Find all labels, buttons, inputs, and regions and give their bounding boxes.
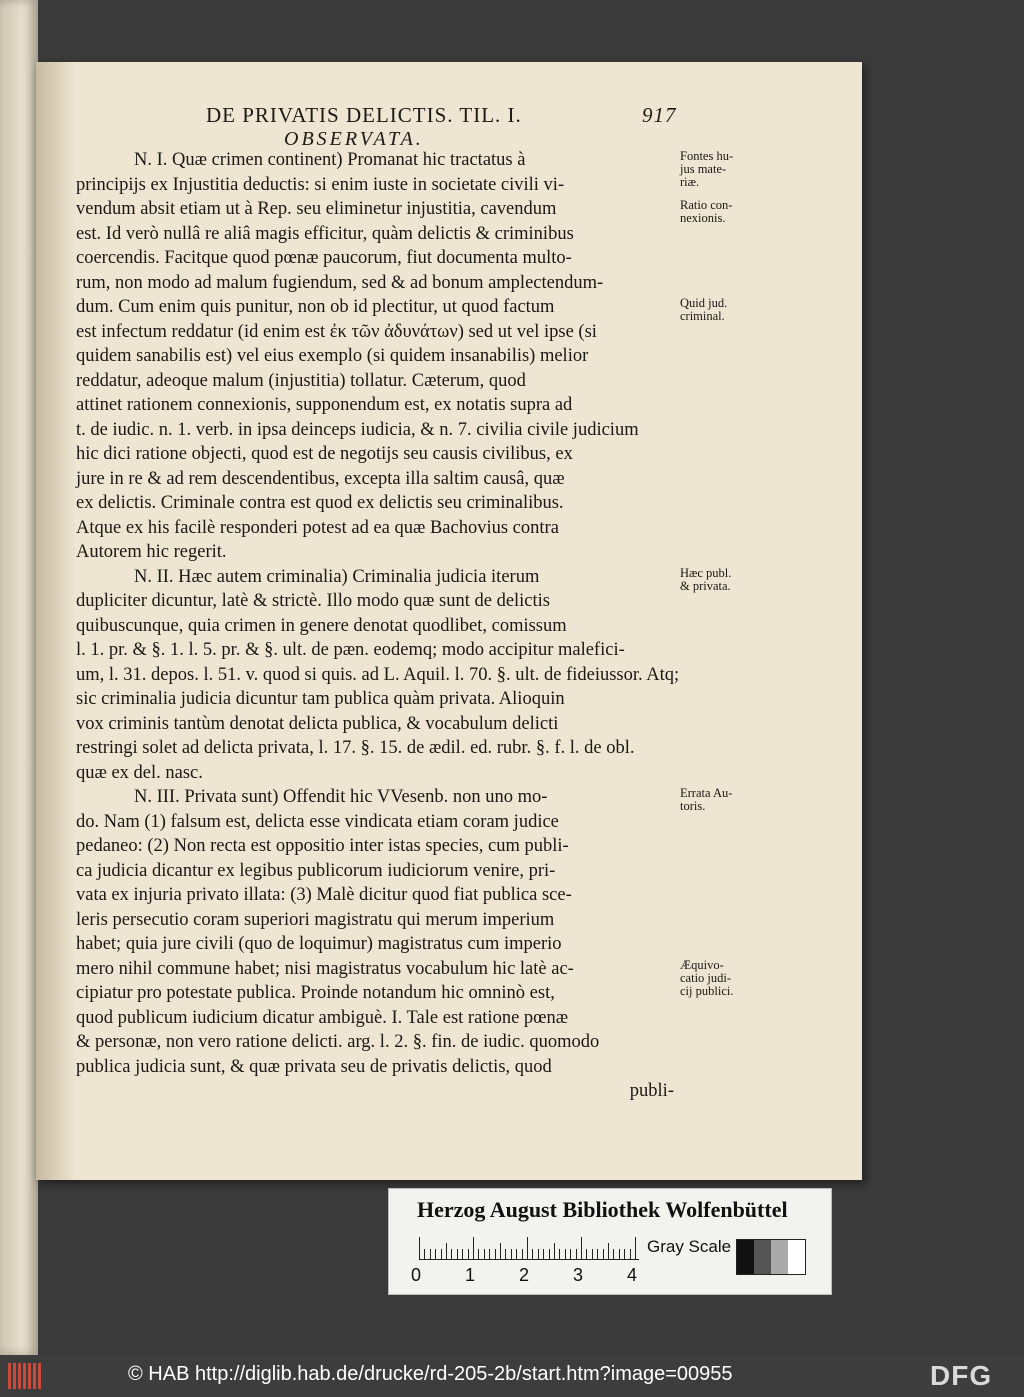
library-title: Herzog August Bibliothek Wolfenbüttel [417, 1197, 788, 1222]
ruler-tick [570, 1249, 571, 1259]
margin-note: Errata Au- toris. [680, 786, 733, 813]
text-line: restringi solet ad delicta privata, l. 17. §. 15. de ædil. ed. rubr. §. f. l. de obl. [76, 738, 635, 758]
section-subhead: OBSERVATA. [284, 128, 424, 150]
text-line: quod publicum iudicium dicatur ambiguè. I. Tale est ratione pœnæ [76, 1007, 569, 1028]
text-line: quibuscunque, quia crimen in genere denotat quodlibet, comissum [76, 615, 567, 636]
ruler-tick [500, 1243, 501, 1259]
text-line: & personæ, non vero ratione delicti. arg. l. 2. §. fin. de iudic. quomodo [76, 1032, 600, 1052]
ruler-tick [468, 1249, 469, 1259]
text-line: mero nihil commune habet; nisi magistratus vocabulum hic latè ac- [76, 958, 574, 979]
ruler-tick [527, 1237, 528, 1259]
text-line: Autorem hic regerit. [76, 542, 227, 562]
text-line: habet; quia jure civili (quo de loquimur) magistratus cum imperio [76, 934, 562, 954]
ruler-number: 1 [465, 1265, 476, 1285]
ruler-tick [451, 1249, 452, 1259]
ruler-tick [419, 1237, 420, 1259]
text-line: dum. Cum enim quis punitur, non ob id plectitur, ut quod factum [76, 297, 555, 317]
grayscale-swatch [788, 1240, 805, 1274]
text-line: publica judicia sunt, & quæ privata seu de privatis delictis, quod [76, 1056, 552, 1077]
ruler-tick [543, 1249, 544, 1259]
ruler-tick [424, 1249, 425, 1259]
page-gutter-shadow [36, 62, 76, 1180]
ruler-tick [441, 1249, 442, 1259]
ruler-number: 4 [627, 1265, 638, 1285]
footer-bar [0, 1355, 1024, 1397]
text-line: principijs ex Injustitia deductis: si enim iuste in societate civili vi- [76, 174, 565, 195]
text-line: vendum absit etiam ut à Rep. seu eliminetur injustitia, cavendum [76, 199, 557, 219]
text-line: vox criminis tantùm denotat delicta publica, & vocabulum delicti [76, 713, 559, 734]
text-line: ca judicia dicantur ex legibus publicorum iudiciorum venire, pri- [76, 860, 556, 881]
ruler-tick [619, 1249, 620, 1259]
text-line: N. I. Quæ crimen continent) Promanat hic tractatus à [134, 150, 526, 170]
grayscale-swatch [737, 1240, 754, 1274]
body-text [76, 148, 680, 1104]
ruler-tick [505, 1249, 506, 1259]
ruler-number: 3 [573, 1265, 584, 1285]
text-line: vata ex injuria privato illata: (3) Malè dicitur quod fiat publica sce- [76, 885, 572, 905]
ruler-tick [576, 1249, 577, 1259]
ruler-tick [559, 1249, 560, 1259]
hab-logo-icon [8, 1363, 42, 1389]
ruler-tick [597, 1249, 598, 1259]
page-number: 917 [642, 103, 677, 127]
text-line: coercendis. Facitque quod pœnæ paucorum, fiut documenta multo- [76, 248, 572, 268]
text-line: N. III. Privata sunt) Offendit hic VVesenb. non uno mo- [134, 787, 548, 807]
grayscale-label: Gray Scale [647, 1237, 732, 1256]
ruler-tick [635, 1237, 636, 1259]
ruler-tick [435, 1249, 436, 1259]
text-line: attinet rationem connexionis, supponendum est, ex notatis supra ad [76, 395, 573, 415]
scale-ruler [419, 1237, 639, 1260]
text-line: l. 1. pr. & §. 1. l. 5. pr. & §. ult. de pæn. eodemq; modo accipitur malefici- [76, 640, 625, 660]
text-line: Atque ex his facilè responderi potest ad ea quæ Bachovius contra [76, 517, 559, 538]
copyright-url[interactable]: © HAB http://diglib.hab.de/drucke/rd-205-2b/start.htm?image=00955 [128, 1363, 733, 1385]
ruler-tick [446, 1243, 447, 1259]
text-line: dupliciter dicuntur, latè & strictè. Illo modo quæ sunt de delictis [76, 591, 550, 611]
ruler-tick [608, 1243, 609, 1259]
ruler-tick [624, 1249, 625, 1259]
ruler-tick [495, 1249, 496, 1259]
margin-note: Æquivo- catio judi- cij publici. [680, 957, 734, 998]
text-line: N. II. Hæc autem criminalia) Criminalia judicia iterum [134, 566, 540, 587]
text-line: est. Id verò nullâ re aliâ magis efficitur, quàm delictis & criminibus [76, 223, 574, 244]
ruler-numbers [411, 1265, 651, 1285]
ruler-tick [462, 1249, 463, 1259]
ruler-tick [484, 1249, 485, 1259]
text-line: quæ ex del. nasc. [76, 762, 203, 783]
text-line: reddatur, adeoque malum (injustitia) tollatur. Cæterum, quod [76, 370, 526, 391]
ruler-tick [516, 1249, 517, 1259]
margin-note: Fontes hu- jus mate- riæ. [680, 149, 734, 189]
text-line: pedaneo: (2) Non recta est oppositio inter istas species, cum publi- [76, 836, 569, 856]
margin-note: Quid jud. criminal. [680, 296, 728, 323]
ruler-tick [538, 1249, 539, 1259]
book-fold-left [0, 0, 38, 1355]
text-line: um, l. 31. depos. l. 51. v. quod si quis. ad L. Aquil. l. 70. §. ult. de fideiussor. Atq; [76, 664, 680, 685]
ruler-tick [489, 1249, 490, 1259]
ruler-tick [581, 1237, 582, 1259]
text-line: sic criminalia judicia dicuntur tam publica quàm privata. Alioquin [76, 689, 565, 709]
ruler-tick [565, 1249, 566, 1259]
ruler-tick [522, 1249, 523, 1259]
ruler-number: 2 [519, 1265, 530, 1285]
text-line: jure in re & ad rem descendentibus, excepta illa saltim causâ, quæ [76, 468, 565, 489]
ruler-tick [630, 1249, 631, 1259]
ruler-tick [430, 1249, 431, 1259]
ruler-tick [592, 1249, 593, 1259]
text-line: do. Nam (1) falsum est, delicta esse vindicata etiam coram judice [76, 811, 559, 832]
text-line: ex delictis. Criminale contra est quod ex delictis seu criminalibus. [76, 493, 564, 513]
margin-note: Hæc publ. & privata. [680, 565, 732, 593]
ruler-tick [532, 1249, 533, 1259]
ruler-tick [549, 1249, 550, 1259]
grayscale-swatch [771, 1240, 788, 1274]
text-line: t. de iudic. n. 1. verb. in ipsa deinceps iudicia, & n. 7. civilia civile judicium [76, 419, 639, 440]
ruler-number: 0 [411, 1265, 422, 1285]
grayscale-swatch [754, 1240, 771, 1274]
running-head-title: DE PRIVATIS DELICTIS. TIL. I. [206, 103, 522, 127]
text-line: leris persecutio coram superiori magistratu qui merum imperium [76, 909, 555, 930]
library-label [388, 1188, 832, 1295]
ruler-tick [603, 1249, 604, 1259]
margin-note: Ratio con- nexionis. [680, 198, 733, 225]
text-line: est infectum reddatur (id enim est ἐκ τῶν ἀδυνάτων) sed ut vel ipse (si [76, 321, 597, 342]
text-line: rum, non modo ad malum fugiendum, sed & ad bonum amplectendum- [76, 272, 604, 293]
text-line: quidem sanabilis est) vel eius exemplo (si quidem insanabilis) melior [76, 346, 589, 366]
ruler-tick [478, 1249, 479, 1259]
ruler-tick [473, 1237, 474, 1259]
ruler-tick [554, 1243, 555, 1259]
text-line: hic dici ratione objecti, quod est de negotijs seu causis civilibus, ex [76, 444, 573, 464]
ruler-tick [511, 1249, 512, 1259]
grayscale-swatches [736, 1239, 806, 1275]
ruler-tick [613, 1249, 614, 1259]
catchword: publi- [629, 1081, 674, 1101]
ruler-tick [586, 1249, 587, 1259]
ruler-tick [457, 1249, 458, 1259]
text-line: cipiatur pro potestate publica. Proinde notandum hic omninò est, [76, 983, 555, 1003]
dfg-logo: DFG [930, 1360, 993, 1391]
